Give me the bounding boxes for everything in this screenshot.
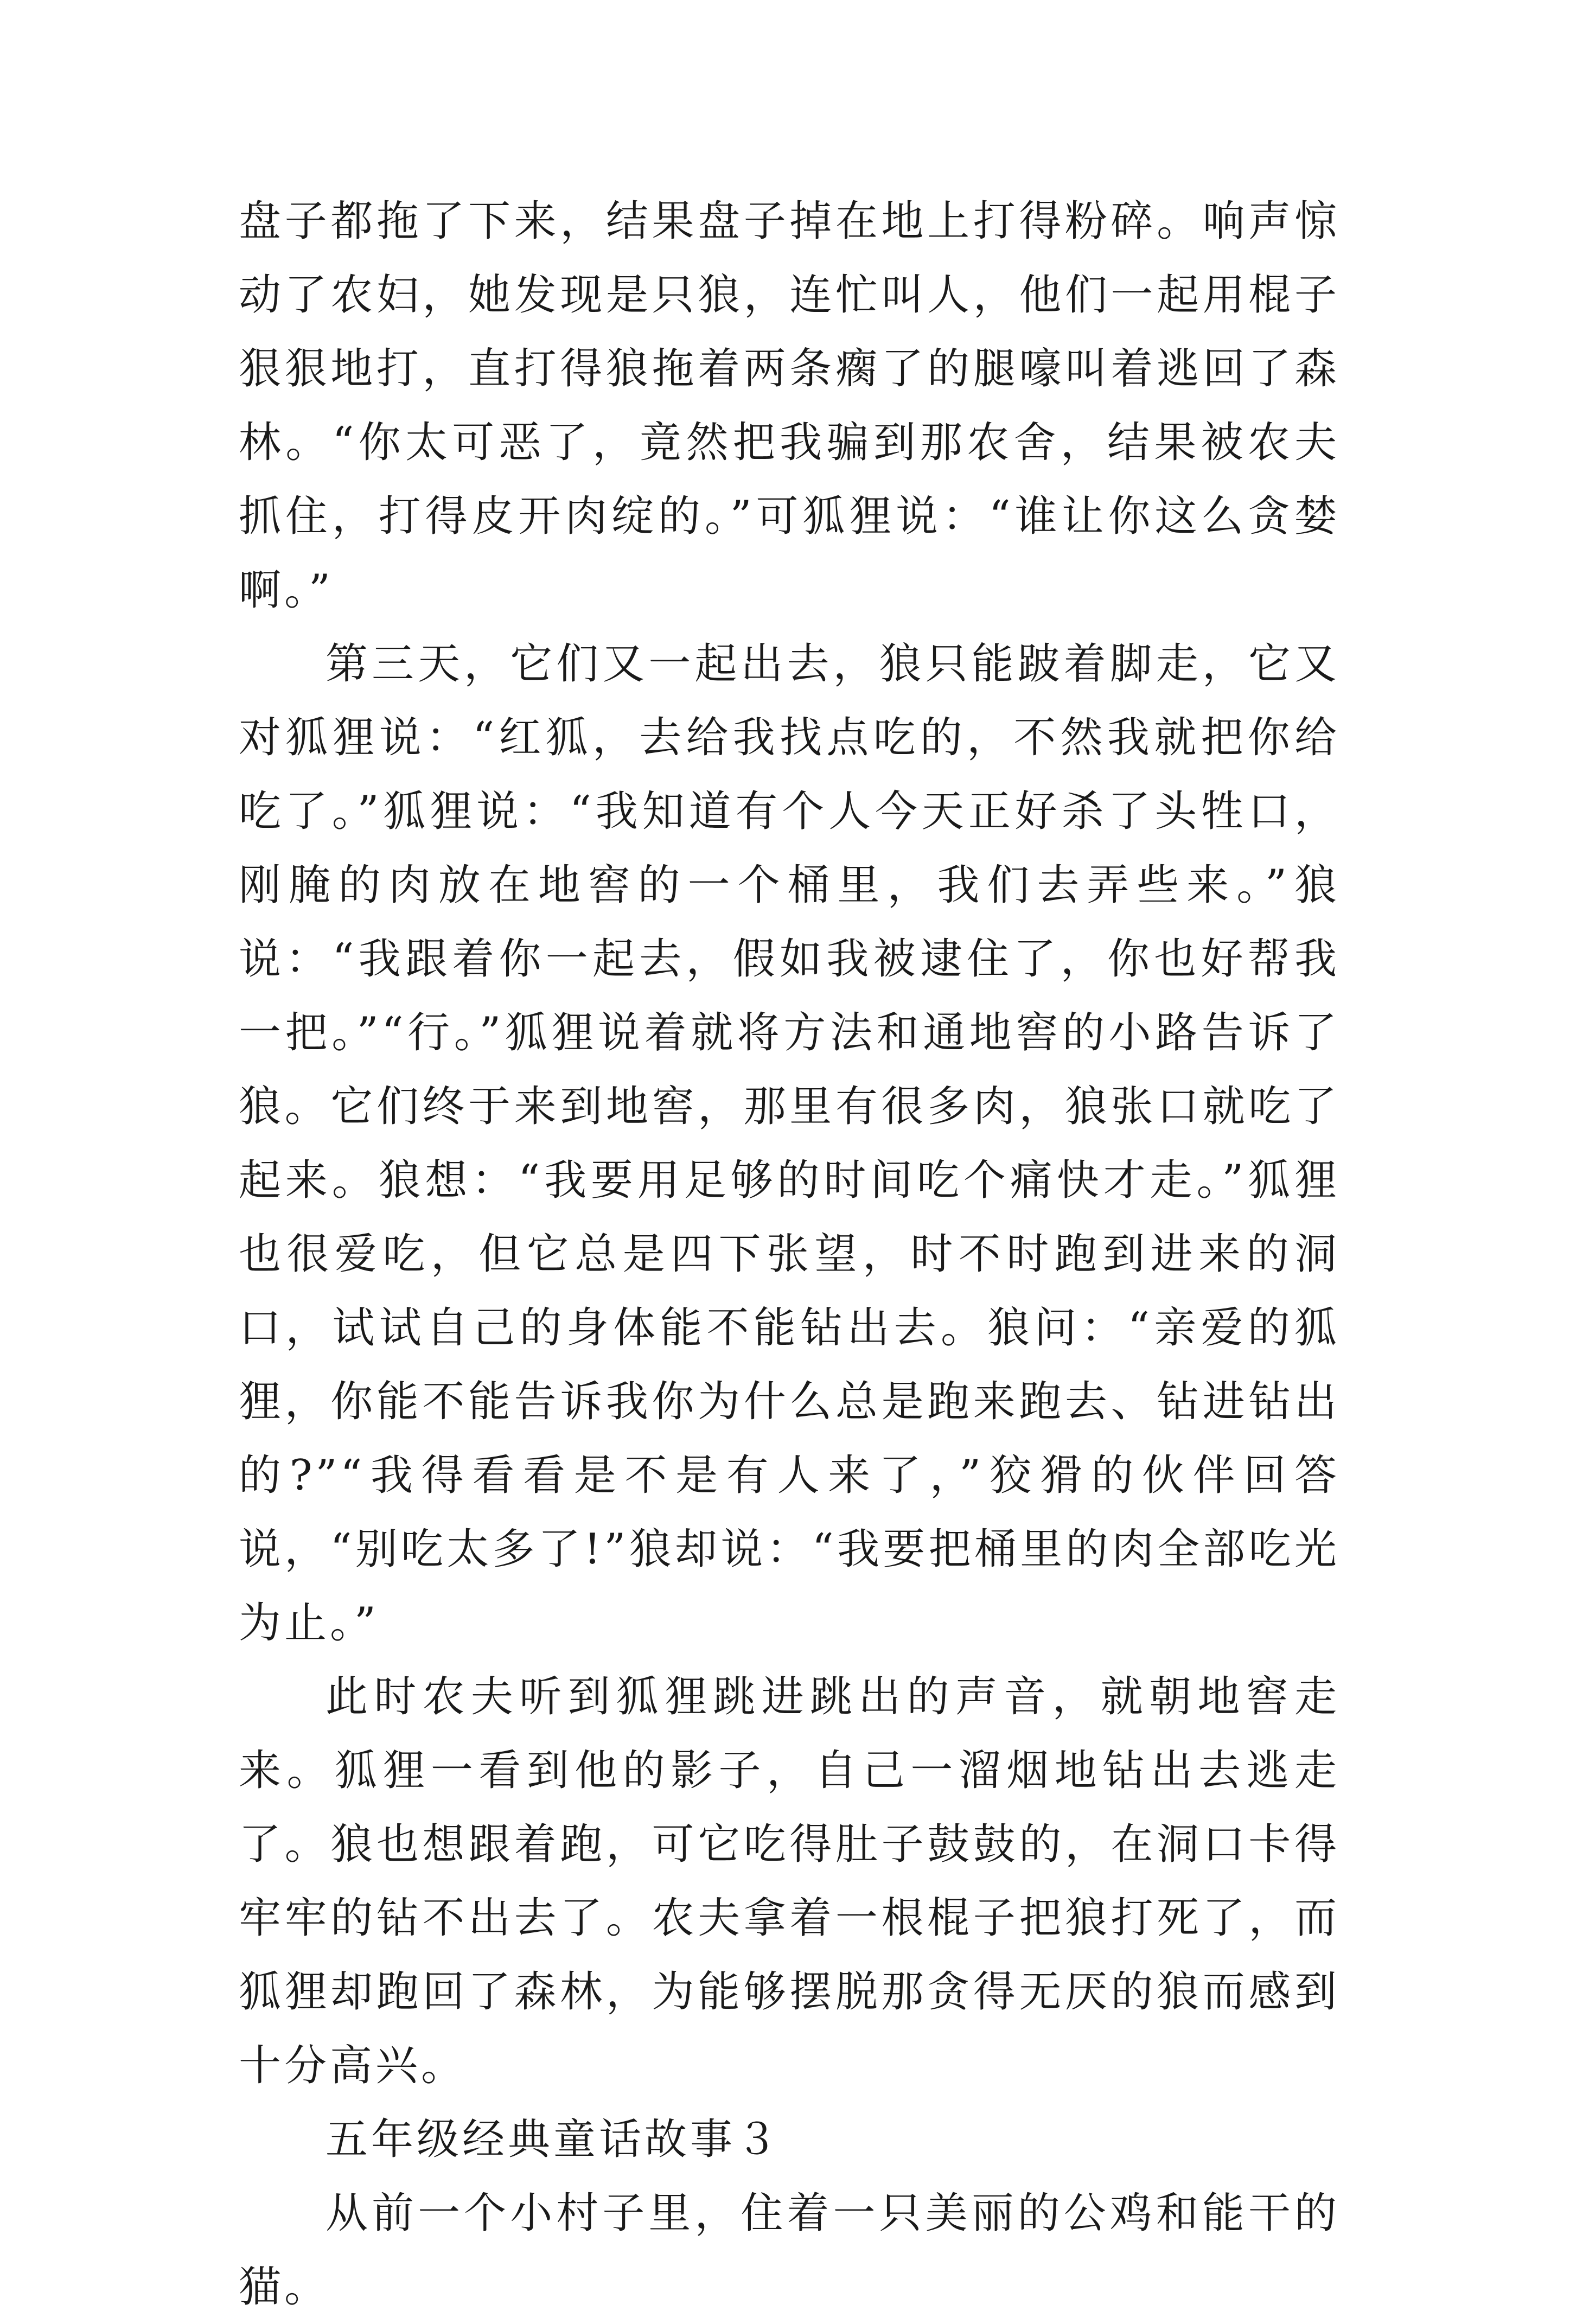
paragraph-3: 此时农夫听到狐狸跳进跳出的声音，就朝地窖走来。狐狸一看到他的影子，自己一溜烟地钻出去逃走了。狼也想跟着跑，可它吃得肚子鼓鼓的，在洞口卡得牢牢的钻不出去了。农夫拿着一根棍子把狼打死了，而狐狸却跑回了森林，为能够摆脱那贪得无厌的狼而感到十分高兴。 — [239, 1672, 1340, 2090]
paragraph-2: 第三天，它们又一起出去，狼只能跛着脚走，它又对狐狸说：“红狐，去给我找点吃的，不然我就把你给吃了。”狐狸说：“我知道有个人今天正好杀了头牲口，刚腌的肉放在地窖的一个桶里，我们去弄些来。”狼说：“我跟着你一起去，假如我被逮住了，你也好帮我一把。”“行。”狐狸说着就将方法和通地窖的小路告诉了狼。它们终于来到地窖，那里有很多肉，狼张口就吃了起来。狼想：“我要用足够的时间吃个痛快才走。”狐狸也很爱吃，但它总是四下张望，时不时跑到进来的洞口，试试自己的身体能不能钻出去。狼问：“亲爱的狐狸，你能不能告诉我你为什么总是跑来跑去、钻进钻出的?”“我得看看是不是有人来了，”狡猾的伙伴回答说，“别吃太多了!”狼却说：“我要把桶里的肉全部吃光为止。” — [239, 640, 1340, 1648]
paragraph-4: 从前一个小村子里，住着一只美丽的公鸡和能干的猫。 — [239, 2189, 1340, 2312]
paragraph-1: 盘子都拖了下来，结果盘子掉在地上打得粉碎。响声惊动了农妇，她发现是只狼，连忙叫人，他们一起用棍子狠狠地打，直打得狼拖着两条瘸了的腿嚎叫着逃回了森林。“你太可恶了，竟然把我骗到那农舍，结果被农夫抓住，打得皮开肉绽的。”可狐狸说：“谁让你这么贪婪啊。” — [239, 197, 1340, 615]
section-heading: 五年级经典童话故事３ — [326, 2115, 782, 2164]
document-body — [239, 184, 1340, 2324]
